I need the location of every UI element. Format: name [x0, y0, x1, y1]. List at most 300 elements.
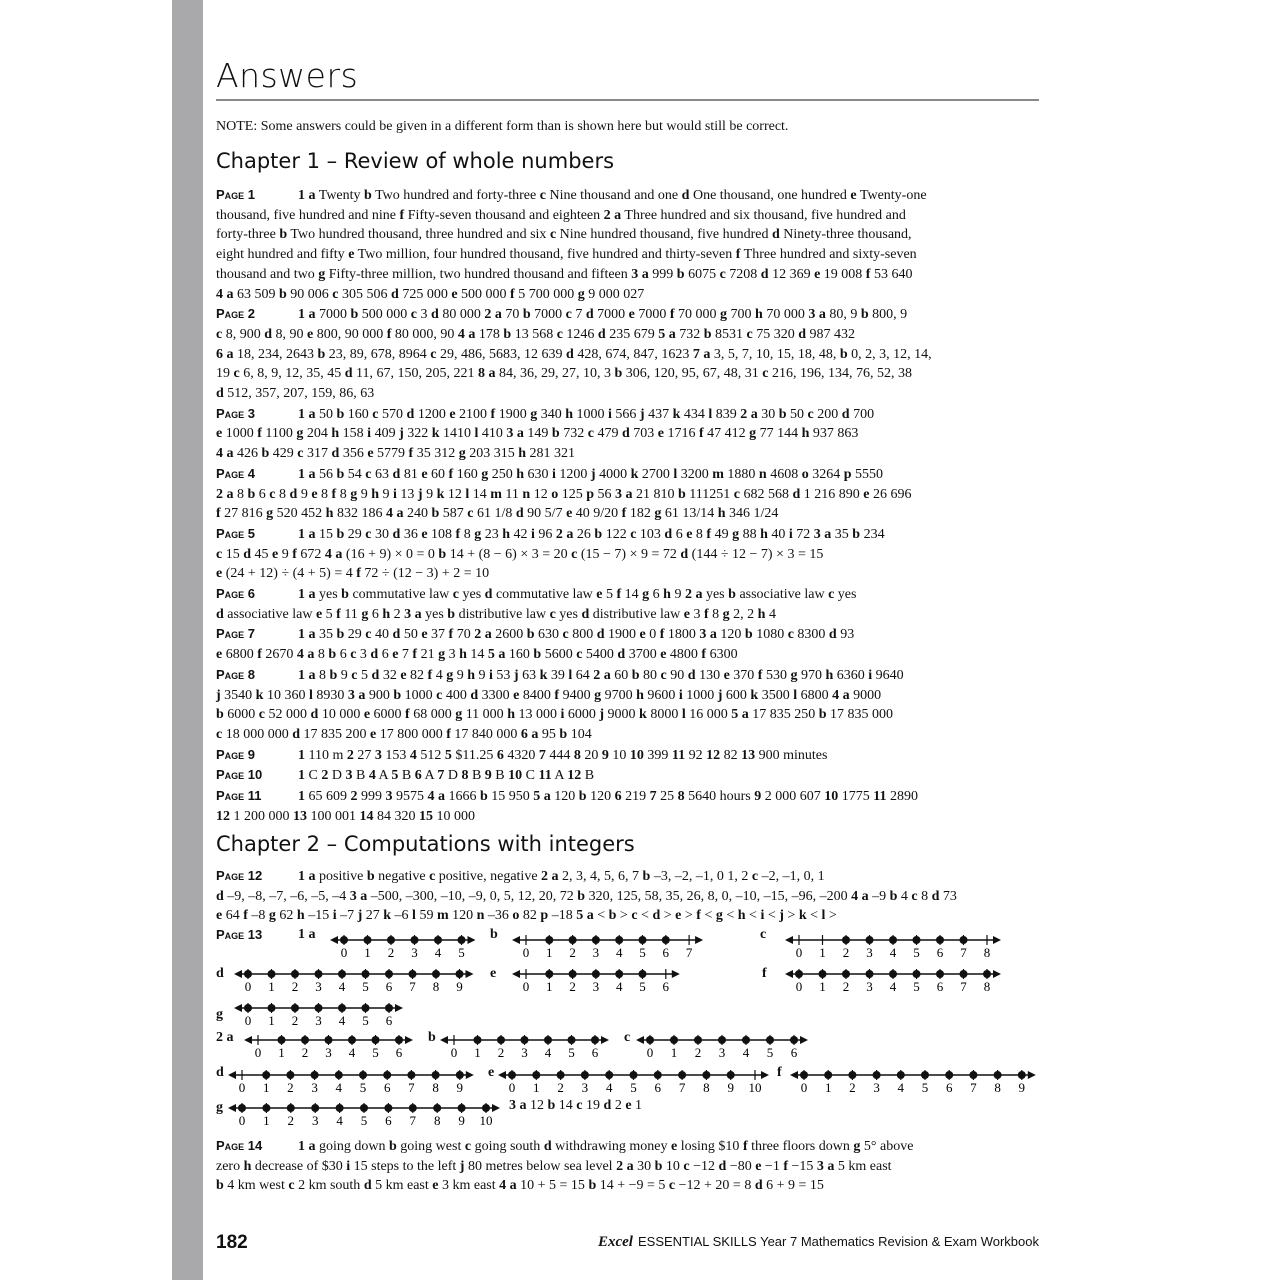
tick-label: 4 — [434, 945, 442, 960]
marked-point — [630, 1071, 638, 1079]
marked-point — [311, 1071, 319, 1079]
tick-label: 6 — [591, 1045, 599, 1060]
answer-line: f 27 816 g 520 452 h 832 186 4 a 240 b 587 c 61 1/8 d 90 5/7 e 40 9/20 f 182 g 61 13/14 h 346 1/24 — [216, 506, 779, 522]
tick-label: 4 — [615, 979, 623, 994]
page-12-answers — [216, 866, 1042, 926]
marked-point — [336, 1104, 344, 1112]
brand-logo: Excel — [597, 1234, 633, 1250]
marked-point — [497, 1036, 505, 1044]
tick-label: 9 — [1018, 1080, 1026, 1095]
marked-point — [569, 970, 577, 978]
marked-point — [718, 1036, 726, 1044]
tick-label: 1 — [364, 945, 371, 960]
tick-label: 5 — [458, 945, 465, 960]
question-label: f — [777, 1065, 782, 1080]
tick-label: 0 — [244, 979, 252, 994]
tick-label: 5 — [360, 1113, 368, 1128]
page-13-q3-answers: 3 a 12 b 14 c 19 d 2 e 1 — [509, 1098, 643, 1113]
tick-label: 0 — [522, 945, 530, 960]
marked-point — [824, 1071, 832, 1079]
number-line-q2d — [228, 1069, 482, 1095]
marked-point — [359, 1071, 367, 1079]
marked-point — [360, 1104, 368, 1112]
marked-point — [338, 1004, 346, 1012]
tick-label: 6 — [385, 979, 393, 994]
left-arrow-icon — [512, 970, 520, 978]
tick-label: 1 — [263, 1113, 270, 1128]
tick-label: 0 — [522, 979, 530, 994]
tick-label: 9 — [456, 1080, 464, 1095]
chapter-2-heading: Chapter 2 – Computations with integers — [216, 832, 635, 856]
marked-point — [521, 1036, 529, 1044]
question-label: c — [624, 1030, 631, 1045]
tick-label: 9 — [458, 1113, 465, 1128]
marked-point — [244, 1004, 252, 1012]
page-label: Page 4 — [216, 465, 256, 481]
tick-label: 2 — [287, 1080, 294, 1095]
tick-label: 3 — [521, 1045, 528, 1060]
marked-point — [702, 1071, 710, 1079]
tick-label: 6 — [790, 1045, 798, 1060]
tick-label: 8 — [994, 1080, 1001, 1095]
tick-label: 8 — [432, 1080, 439, 1095]
tick-label: 2 — [842, 945, 850, 960]
tick-label: 10 — [748, 1080, 762, 1095]
marked-point — [458, 1104, 466, 1112]
tick-label: 1 — [819, 979, 826, 994]
tick-label: 7 — [408, 1080, 415, 1095]
tick-label: 2 — [497, 1045, 505, 1060]
marked-point — [262, 1071, 270, 1079]
chapter-1-heading: Chapter 1 – Review of whole numbers — [216, 149, 615, 173]
marked-point — [727, 1071, 735, 1079]
tick-label: 2 — [694, 1045, 702, 1060]
marked-point — [889, 970, 897, 978]
tick-label: 1 — [278, 1045, 285, 1060]
left-arrow-icon — [244, 1036, 252, 1044]
marked-point — [340, 936, 348, 944]
tick-label: 5 — [372, 1045, 379, 1060]
marked-point — [244, 970, 252, 978]
footer-title — [598, 1234, 1039, 1251]
marked-point — [301, 1036, 309, 1044]
marked-point — [545, 936, 553, 944]
right-arrow-icon — [800, 1036, 808, 1044]
right-arrow-icon — [466, 1071, 474, 1079]
answer-line: Page 8 1 a 8 b 9 c 5 d 32 e 82 f 4 g 9 h 9 i 53 j 63 k 39 l 64 2 a 60 b 80 c 90 d 130 e 370 f 530 g 970 h 6360 i 9640 — [216, 666, 904, 683]
marked-point — [238, 1104, 246, 1112]
right-arrow-icon — [468, 936, 476, 944]
page-label: Page 3 — [216, 405, 256, 421]
question-label: d — [216, 1065, 224, 1080]
answer-line: Page 6 1 a yes b commutative law c yes d commutative law e 5 f 14 g 6 h 9 2 a yes b associative law c yes — [216, 586, 857, 603]
tick-label: 0 — [795, 945, 803, 960]
tick-label: 7 — [960, 945, 967, 960]
marked-point — [385, 970, 393, 978]
tick-label: 1 — [268, 1013, 275, 1028]
note: NOTE: Some answers could be given in a different form than is shown here but would still be correct. — [216, 119, 789, 134]
left-arrow-icon — [228, 1104, 236, 1112]
marked-point — [262, 1104, 270, 1112]
question-label: 2 a — [216, 1030, 234, 1045]
marked-point — [795, 970, 803, 978]
tick-label: 8 — [983, 979, 991, 994]
page-label: Page 1 — [216, 187, 256, 202]
marked-point — [960, 970, 968, 978]
answer-line: e (24 + 12) ÷ (4 + 5) = 4 f 72 ÷ (12 − 3) + 2 = 10 — [216, 566, 490, 582]
marked-point — [1018, 1071, 1026, 1079]
marked-point — [411, 936, 419, 944]
marked-point — [482, 1104, 490, 1112]
tick-label: 2 — [291, 1013, 299, 1028]
marked-point — [591, 1036, 599, 1044]
marked-point — [742, 1036, 750, 1044]
tick-label: 5 — [766, 1045, 774, 1060]
tick-label: 4 — [338, 979, 346, 994]
answer-line: Page 3 1 a 50 b 160 c 570 d 1200 e 2100 f 1900 g 340 h 1000 i 566 j 437 k 434 l 839 2 a 30 b 50 c 200 d 700 — [216, 405, 875, 422]
marked-point — [848, 1071, 856, 1079]
marked-point — [842, 970, 850, 978]
marked-point — [913, 936, 921, 944]
tick-label: 7 — [678, 1080, 686, 1095]
question-label: c — [760, 927, 767, 942]
tick-label: 7 — [685, 945, 693, 960]
question-label: e — [490, 966, 497, 981]
tick-label: 1 — [546, 945, 553, 960]
marked-point — [545, 970, 553, 978]
tick-label: 5 — [639, 979, 646, 994]
tick-label: 2 — [569, 979, 576, 994]
marked-point — [605, 1071, 613, 1079]
tick-label: 8 — [983, 945, 991, 960]
page-label: Page 14 — [216, 1138, 263, 1153]
marked-point — [654, 1071, 662, 1079]
tick-label: 6 — [385, 1113, 392, 1128]
tick-label: 2 — [569, 945, 576, 960]
marked-point — [639, 970, 647, 978]
marked-point — [897, 1071, 905, 1079]
answer-line: Page 5 1 a 15 b 29 c 30 d 36 e 108 f 8 g 23 h 42 i 96 2 a 26 b 122 c 103 d 6 e 8 f 49 g 88 h 40 i 72 3 a 35 b 234 — [216, 525, 885, 542]
tick-label: 2 — [301, 1045, 309, 1060]
right-arrow-icon — [405, 1036, 413, 1044]
tick-label: 5 — [568, 1045, 575, 1060]
number-line-q1g — [234, 1002, 411, 1028]
marked-point — [592, 936, 600, 944]
marked-point — [581, 1071, 589, 1079]
tick-label: 4 — [889, 979, 897, 994]
tick-label: 4 — [336, 1113, 343, 1128]
marked-point — [364, 936, 372, 944]
number-line-q2g — [228, 1102, 508, 1128]
answer-line: Page 7 1 a 35 b 29 c 40 d 50 e 37 f 70 2 a 2600 b 630 c 800 d 1900 e 0 f 1800 3 a 120 b 1080 c 8300 d 93 — [216, 626, 855, 643]
tick-label: 1 — [819, 945, 826, 960]
tick-label: 5 — [630, 1080, 637, 1095]
marked-point — [362, 970, 370, 978]
answer-line: Page 11 1 65 609 2 999 3 9575 4 a 1666 b 15 950 5 a 120 b 120 6 219 7 25 8 5640 hours 9 2 000 607 10 1775 11 2890 — [216, 788, 918, 805]
marked-point — [544, 1036, 552, 1044]
tick-label: 6 — [936, 945, 944, 960]
tick-label: 0 — [450, 1045, 458, 1060]
answer-line: forty-three b Two hundred thousand, three hundred and six c Nine hundred thousand, five hundred d Ninety-three thousand, — [216, 227, 912, 243]
marked-point — [994, 1071, 1002, 1079]
tick-label: 1 — [824, 1080, 832, 1095]
left-arrow-icon — [785, 936, 793, 944]
marked-point — [474, 1036, 482, 1044]
tick-label: 4 — [615, 945, 623, 960]
number-line-q1b — [512, 934, 711, 960]
marked-point — [407, 1071, 415, 1079]
tick-label: 6 — [662, 945, 670, 960]
answer-line: 2 a 8 b 6 c 8 d 9 e 8 f 8 g 9 h 9 i 13 j 9 k 12 l 14 m 11 n 12 o 125 p 56 3 a 21 810 b 111251 c 682 568 d 1 216 890 e 26 696 — [216, 486, 912, 502]
tick-label: 2 — [842, 979, 850, 994]
page-label: Page 12 — [216, 868, 263, 883]
answer-line: 12 1 200 000 13 100 001 14 84 320 15 10 000 — [216, 808, 475, 824]
tick-label: 3 — [866, 945, 873, 960]
left-arrow-icon — [498, 1071, 506, 1079]
number-line-q1f — [785, 968, 1009, 994]
marked-point — [819, 970, 827, 978]
marked-point — [678, 1071, 686, 1079]
answer-line: Page 2 1 a 7000 b 500 000 c 3 d 80 000 2 a 70 b 7000 c 7 d 7000 e 7000 f 70 000 g 700 h 70 000 3 a 80, 9 b 800, 9 — [216, 306, 908, 323]
tick-label: 4 — [897, 1080, 905, 1095]
marked-point — [569, 936, 577, 944]
marked-point — [385, 1004, 393, 1012]
answer-line: Page 14 1 a going down b going west c going south d withdrawing money e losing $10 f three floors down g 5° above — [216, 1138, 914, 1154]
tick-label: 4 — [348, 1045, 356, 1060]
marked-point — [348, 1036, 356, 1044]
left-arrow-icon — [234, 1004, 242, 1012]
marked-point — [335, 1071, 343, 1079]
tick-label: 4 — [338, 1013, 346, 1028]
left-arrow-icon — [234, 970, 242, 978]
marked-point — [936, 970, 944, 978]
tick-label: 0 — [795, 979, 803, 994]
marked-point — [921, 1071, 929, 1079]
marked-point — [372, 1036, 380, 1044]
right-arrow-icon — [466, 970, 474, 978]
left-arrow-icon — [785, 970, 793, 978]
tick-label: 6 — [654, 1080, 662, 1095]
answer-line: d 512, 357, 207, 159, 86, 63 — [216, 386, 375, 402]
right-arrow-icon — [1028, 1071, 1036, 1079]
marked-point — [945, 1071, 953, 1079]
tick-label: 2 — [849, 1080, 856, 1095]
tick-label: 3 — [581, 1080, 589, 1095]
right-arrow-icon — [492, 1104, 500, 1112]
answer-line: eight hundred and fifty e Two million, four hundred thousand, five hundred and thirty-seven f Three hundred and sixty-seven — [216, 247, 917, 263]
left-arrow-icon — [330, 936, 338, 944]
left-arrow-icon — [512, 936, 520, 944]
number-line-q1c — [785, 934, 1009, 960]
marked-point — [338, 970, 346, 978]
tick-label: 0 — [508, 1080, 516, 1095]
tick-label: 0 — [244, 1013, 252, 1028]
tick-label: 0 — [340, 945, 348, 960]
marked-point — [960, 936, 968, 944]
right-arrow-icon — [601, 1036, 609, 1044]
marked-point — [325, 1036, 333, 1044]
answer-line: j 3540 k 10 360 l 8930 3 a 900 b 1000 c 400 d 3300 e 8400 f 9400 g 9700 h 9600 i 1000 j 600 k 3500 l 6800 4 a 9000 — [216, 687, 882, 703]
page-label: Page 2 — [216, 306, 256, 322]
tick-label: 3 — [315, 979, 322, 994]
answer-line: thousand, five hundred and nine f Fifty-seven thousand and eighteen 2 a Three hundred and six thousand, five hundred and — [216, 207, 906, 223]
tick-label: 1 — [670, 1045, 678, 1060]
tick-label: 1 — [262, 1080, 270, 1095]
tick-label: 6 — [936, 979, 944, 994]
marked-point — [508, 1071, 516, 1079]
page-14-answers — [216, 1136, 1042, 1196]
marked-point — [395, 1036, 403, 1044]
marked-point — [268, 1004, 276, 1012]
answer-line: Page 10 1 C 2 D 3 B 4 A 5 B 6 A 7 D 8 B 9 B 10 C 11 A 12 B — [216, 767, 595, 784]
tick-label: 1 — [268, 979, 275, 994]
marked-point — [983, 970, 991, 978]
question-label: f — [762, 966, 767, 981]
marked-point — [409, 970, 417, 978]
marked-point — [800, 1071, 808, 1079]
marked-point — [278, 1036, 286, 1044]
tick-label: 10 — [479, 1113, 493, 1128]
tick-label: 3 — [592, 979, 600, 994]
marked-point — [291, 1004, 299, 1012]
question-label: d — [216, 966, 224, 981]
answer-line: e 1000 f 1100 g 204 h 158 i 409 j 322 k 1410 l 410 3 a 149 b 732 c 479 d 703 e 1716 f 47 412 g 77 144 h 937 863 — [216, 426, 859, 442]
number-line-q1d — [234, 968, 482, 994]
answer-line: 6 a 18, 234, 2643 b 23, 89, 678, 8964 c 29, 486, 5683, 12 639 d 428, 674, 847, 1623 7 a 3, 5, 7, 10, 15, 18, 48, b 0, 2, 3, 12, 14, — [216, 346, 932, 362]
left-arrow-icon — [228, 1071, 236, 1079]
marked-point — [866, 970, 874, 978]
right-arrow-icon — [993, 936, 1001, 944]
question-label: e — [488, 1065, 495, 1080]
title-rule — [216, 99, 1039, 101]
marked-point — [936, 936, 944, 944]
answer-line: c 18 000 000 d 17 835 200 e 17 800 000 f 17 840 000 6 a 95 b 104 — [216, 726, 592, 742]
marked-point — [873, 1071, 881, 1079]
page-label: Page 9 — [216, 746, 256, 762]
marked-point — [790, 1036, 798, 1044]
number-line-q1e — [512, 968, 688, 994]
marked-point — [670, 1036, 678, 1044]
tick-label: 6 — [385, 1013, 393, 1028]
number-line-q2f — [790, 1069, 1044, 1095]
page-label: Page 5 — [216, 525, 256, 541]
marked-point — [615, 970, 623, 978]
tick-label: 0 — [238, 1113, 246, 1128]
tick-label: 3 — [718, 1045, 726, 1060]
marked-point — [458, 936, 466, 944]
marked-point — [842, 936, 850, 944]
tick-label: 7 — [409, 979, 416, 994]
tick-label: 9 — [456, 979, 463, 994]
marked-point — [639, 936, 647, 944]
answer-line: Page 9 1 110 m 2 27 3 153 4 512 5 $11.25 6 4320 7 444 8 20 9 10 10 399 11 92 12 82 13 900 minutes — [216, 746, 828, 763]
marked-point — [592, 970, 600, 978]
marked-point — [432, 1071, 440, 1079]
tick-label: 3 — [325, 1045, 332, 1060]
marked-point — [384, 1104, 392, 1112]
tick-label: 6 — [395, 1045, 403, 1060]
left-arrow-icon — [440, 1036, 448, 1044]
marked-point — [268, 970, 276, 978]
tick-label: 5 — [639, 945, 646, 960]
question-label: 1 a — [298, 927, 316, 942]
right-arrow-icon — [672, 970, 680, 978]
question-label: g — [216, 1100, 223, 1115]
tick-label: 4 — [889, 945, 897, 960]
left-arrow-icon — [790, 1071, 798, 1079]
marked-point — [433, 1104, 441, 1112]
tick-label: 6 — [945, 1080, 953, 1095]
book-title: ESSENTIAL SKILLS Year 7 Mathematics Revision & Exam Workbook — [637, 1234, 1039, 1249]
tick-label: 3 — [311, 1113, 319, 1128]
page-label: Page 8 — [216, 666, 256, 682]
tick-label: 6 — [383, 1080, 391, 1095]
marked-point — [889, 936, 897, 944]
answer-line: c 15 d 45 e 9 f 672 4 a (16 + 9) × 0 = 0 b 14 + (8 − 6) × 3 = 20 c (15 − 7) × 9 = 72 d (144 ÷ 12 − 7) × 3 = 15 — [216, 546, 824, 562]
marked-point — [557, 1071, 565, 1079]
chapter-1-answers — [216, 185, 1042, 827]
tick-label: 0 — [800, 1080, 808, 1095]
marked-point — [866, 936, 874, 944]
tick-label: 7 — [960, 979, 967, 994]
marked-point — [568, 1036, 576, 1044]
page-label: Page 7 — [216, 626, 256, 642]
tick-label: 4 — [742, 1045, 750, 1060]
tick-label: 1 — [533, 1080, 540, 1095]
left-arrow-icon — [636, 1036, 644, 1044]
marked-point — [315, 970, 323, 978]
tick-label: 8 — [432, 979, 440, 994]
tick-label: 5 — [913, 945, 920, 960]
marked-point — [532, 1071, 540, 1079]
tick-label: 3 — [311, 1080, 318, 1095]
page-label: Page 10 — [216, 767, 263, 783]
right-arrow-icon — [395, 1004, 403, 1012]
page-label: Page 13 — [216, 927, 263, 942]
marked-point — [409, 1104, 417, 1112]
answer-line: b 6000 c 52 000 d 10 000 e 6000 f 68 000 g 11 000 h 13 000 i 6000 j 9000 k 8000 l 16 000 5 a 17 835 250 b 17 835 000 — [216, 707, 894, 723]
tick-label: 2 — [291, 979, 299, 994]
answer-line: c 8, 900 d 8, 90 e 800, 90 000 f 80 000, 90 4 a 178 b 13 568 c 1246 d 235 679 5 a 732 b 8531 c 75 320 d 987 432 — [216, 326, 856, 342]
question-label: b — [428, 1030, 436, 1045]
grey-margin-bar — [172, 0, 203, 1280]
tick-label: 4 — [605, 1080, 613, 1095]
number-line-q2c — [636, 1034, 816, 1060]
tick-label: 0 — [254, 1045, 262, 1060]
marked-point — [913, 970, 921, 978]
page-number: 182 — [216, 1232, 248, 1253]
tick-label: 4 — [335, 1080, 343, 1095]
number-line-q2b — [440, 1034, 617, 1060]
tick-label: 7 — [409, 1113, 417, 1128]
tick-label: 9 — [727, 1080, 734, 1095]
tick-label: 3 — [592, 945, 600, 960]
right-arrow-icon — [993, 970, 1001, 978]
marked-point — [662, 936, 670, 944]
marked-point — [362, 1004, 370, 1012]
page-title: Answers — [216, 56, 359, 95]
tick-label: 3 — [866, 979, 873, 994]
marked-point — [766, 1036, 774, 1044]
number-line-q2e — [498, 1069, 777, 1095]
answer-line: zero h decrease of $30 i 15 steps to the left j 80 metres below sea level 2 a 30 b 10 c −12 d −80 e −1 f −15 3 a 5 km east — [216, 1158, 892, 1174]
tick-label: 5 — [921, 1080, 929, 1095]
tick-label: 5 — [362, 979, 369, 994]
marked-point — [969, 1071, 977, 1079]
answer-line: d associative law e 5 f 11 g 6 h 2 3 a yes b distributive law c yes d distributive law e 3 f 8 g 2, 2 h 4 — [216, 606, 776, 622]
tick-label: 8 — [433, 1113, 441, 1128]
answer-line: thousand and two g Fifty-three million, two hundred thousand and fifteen 3 a 999 b 6075 c 7208 d 12 369 e 19 008 f 53 640 — [216, 266, 913, 282]
